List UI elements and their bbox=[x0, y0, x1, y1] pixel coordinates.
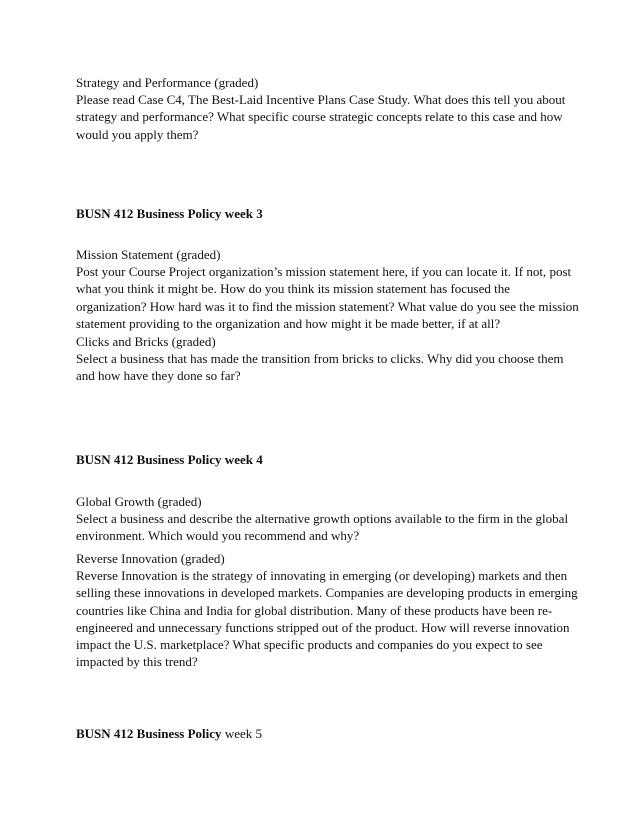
body-line: Reverse Innovation is the strategy of innovating in emerging (or developing) markets and then bbox=[76, 568, 568, 584]
body-line: environment. Which would you recommend and why? bbox=[76, 528, 360, 544]
body-line: impacted by this trend? bbox=[76, 654, 198, 670]
body-line: impact the U.S. marketplace? What specific products and companies do you expect to see bbox=[76, 637, 543, 653]
section-title: Global Growth (graded) bbox=[76, 494, 202, 509]
body-line: engineered and unnecessary functions stripped out of the product. How will reverse innovation bbox=[76, 619, 570, 635]
body-line: would you apply them? bbox=[76, 126, 199, 142]
body-line: Select a business and describe the alternative growth options available to the firm in the global bbox=[76, 511, 569, 527]
week-4-heading: BUSN 412 Business Policy week 4 bbox=[76, 452, 263, 467]
week-5-heading-bold: BUSN 412 Business Policy bbox=[76, 726, 222, 741]
body-line: what you think it might be. How do you think its mission statement has focused the bbox=[76, 281, 511, 297]
section-title: Mission Statement (graded) bbox=[76, 247, 221, 262]
body-line: organization? How hard was it to find the mission statement? What value do you see the mission bbox=[76, 298, 579, 314]
body-line: selling these innovations in developed markets. Companies are developing products in emerging bbox=[76, 585, 578, 601]
body-line: statement providing to the organization and how might it be made better, if at all? bbox=[76, 315, 501, 331]
section-title: Clicks and Bricks (graded) bbox=[76, 334, 216, 349]
section-title: Reverse Innovation (graded) bbox=[76, 551, 225, 566]
body-line: strategy and performance? What specific course strategic concepts relate to this case and how bbox=[76, 109, 563, 125]
mission-statement-section bbox=[76, 246, 596, 332]
reverse-innovation-section bbox=[76, 550, 596, 670]
body-line: and how have they done so far? bbox=[76, 368, 241, 384]
week-5-heading bbox=[76, 725, 262, 742]
body-line: Select a business that has made the transition from bricks to clicks. Why did you choose them bbox=[76, 351, 564, 367]
body-line: countries like China and India for global distribution. Many of these products have been re- bbox=[76, 602, 553, 618]
strategy-performance-section bbox=[76, 74, 596, 143]
clicks-bricks-section bbox=[76, 333, 596, 385]
week-5-heading-suffix: week 5 bbox=[221, 726, 262, 741]
body-line: Please read Case C4, The Best-Laid Incentive Plans Case Study. What does this tell you about bbox=[76, 92, 566, 108]
body-line: Post your Course Project organization’s mission statement here, if you can locate it. If not, post bbox=[76, 264, 572, 280]
global-growth-section bbox=[76, 493, 596, 545]
section-title: Strategy and Performance (graded) bbox=[76, 75, 259, 90]
week-3-heading: BUSN 412 Business Policy week 3 bbox=[76, 206, 263, 221]
